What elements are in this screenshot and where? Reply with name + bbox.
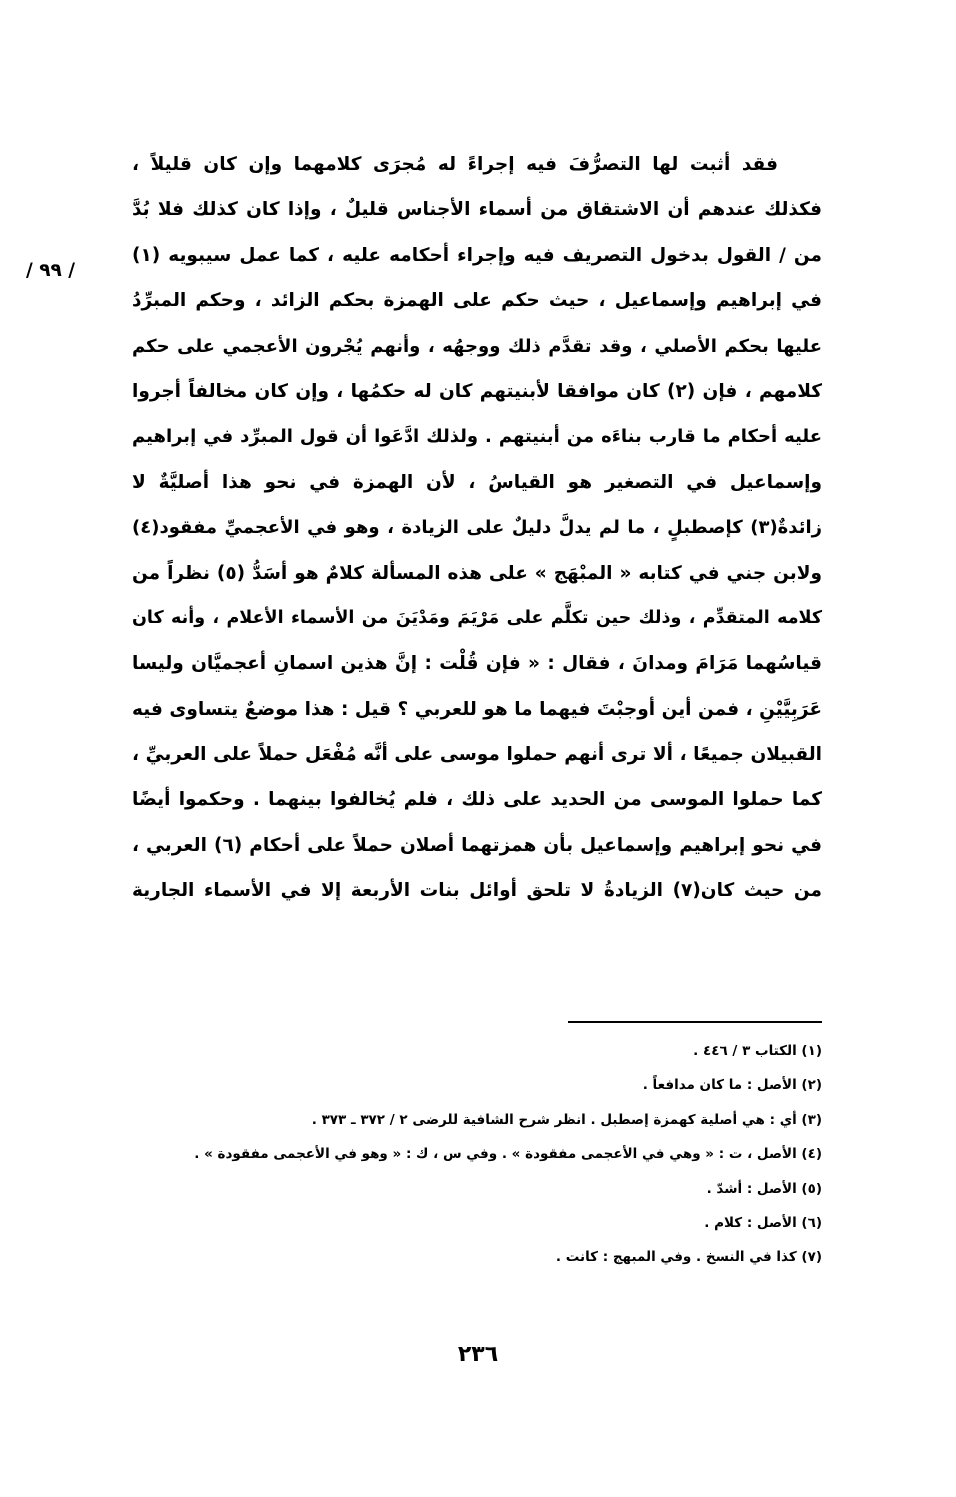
footnote-2: (٢) الأصل : ما كان مدافعاً .: [642, 1077, 822, 1094]
main-text: [132, 142, 822, 914]
text-line-7: عليه أحكام ما قارب بناءَه من أبنيتهم . ولذلك ادَّعَوا أن قول المبرِّد في إبراهيم: [132, 426, 822, 448]
text-line-15: كما حملوا الموسى من الحديد على ذلك ، فلم يُخالفوا بينهما . وحكموا أيضًا: [132, 789, 822, 811]
text-line-16: في نحو إبراهيم وإسماعيل بأن همزتهما أصلان حملاً على أحكام (٦) العربي ،: [132, 834, 822, 856]
footnote-4: (٤) الأصل ، ت : « وهي في الأعجمى مفقودة » . وفي س ، ك : « وهو في الأعجمى مفقودة » .: [194, 1146, 822, 1163]
text-line-5: عليها بحكم الأصلي ، وقد تقدَّم ذلك ووجهُه ، وأنهم يُجْرون الأعجمي على حكم: [132, 335, 822, 357]
text-line-2: فكذلك عندهم أن الاشتقاق من أسماء الأجناس قليلٌ ، وإذا كان كذلك فلا بُدَّ: [132, 199, 822, 221]
footnote-separator: [568, 1021, 822, 1023]
text-line-14: القبيلان جميعًا ، ألا ترى أنهم حملوا موسى على أنَّه مُفْعَل حملاً على العربيِّ ،: [132, 744, 822, 766]
text-line-6: كلامهم ، فإن (٢) كان موافقا لأبنيتهم كان له حكمُها ، وإن كان مخالفاً أجروا: [132, 380, 822, 402]
text-line-11: كلامه المتقدِّم ، وذلك حين تكلَّم على مَرْيَمَ ومَدْيَنَ من الأسماء الأعلام ، وأنه كان: [132, 607, 822, 628]
text-line-3: من / القول بدخول التصريف فيه وإجراء أحكامه عليه ، كما عمل سيبويه (١): [132, 244, 822, 266]
footnote-5: (٥) الأصل : أشدّ .: [706, 1180, 822, 1197]
text-line-1: فقد أثبت لها التصرُّفَ فيه إجراءً له مُجرَى كلامهما وإن كان قليلاً ،: [132, 154, 778, 175]
text-line-13: عَرَبِيَّيْنِ ، فمن أين أوجبْتَ فيهما ما هو للعربي ؟ قيل : هذا موضعٌ يتساوى فيه: [132, 698, 822, 720]
margin-page-reference: / ٩٩ /: [26, 260, 75, 281]
text-line-9: زائدةٌ(٣) كإصطبلٍ ، ما لم يدلَّ دليلٌ على الزيادة ، وهو في الأعجميِّ مفقود(٤): [132, 517, 822, 539]
footnotes: [102, 1034, 822, 1275]
footnote-6: (٦) الأصل : كلام .: [704, 1214, 822, 1231]
text-line-12: قياسُهما مَرَامَ ومدانَ ، فقال : « فإن قُلْت : إنَّ هذين اسمانِ أعجميَّان وليسا: [132, 653, 822, 675]
text-line-4: في إبراهيم وإسماعيل ، حيث حكم على الهمزة بحكم الزائد ، وحكم المبرِّدُ: [132, 290, 822, 312]
text-line-8: وإسماعيل في التصغير هو القياسُ ، لأن الهمزة في نحو هذا أصليَّةٌ لا: [132, 471, 822, 493]
text-line-10: ولابن جني في كتابه « المبْهَج » على هذه المسألة كلامٌ هو أسَدُّ (٥) نظراً من: [132, 562, 822, 584]
footnote-7: (٧) كذا في النسخ . وفي المبهج : كانت .: [555, 1249, 822, 1266]
footnote-1: (١) الكتاب ٣ / ٤٤٦ .: [693, 1043, 822, 1059]
page-number: ٢٣٦: [457, 1342, 499, 1367]
footnote-3: (٣) أي : هي أصلية كهمزة إصطبل . انظر شرح الشافية للرضى ٢ / ٣٧٢ ـ ٣٧٣ .: [311, 1111, 822, 1128]
text-line-17: من حيث كان(٧) الزيادةُ لا تلحق أوائل بنات الأربعة إلا في الأسماء الجارية: [132, 880, 823, 902]
